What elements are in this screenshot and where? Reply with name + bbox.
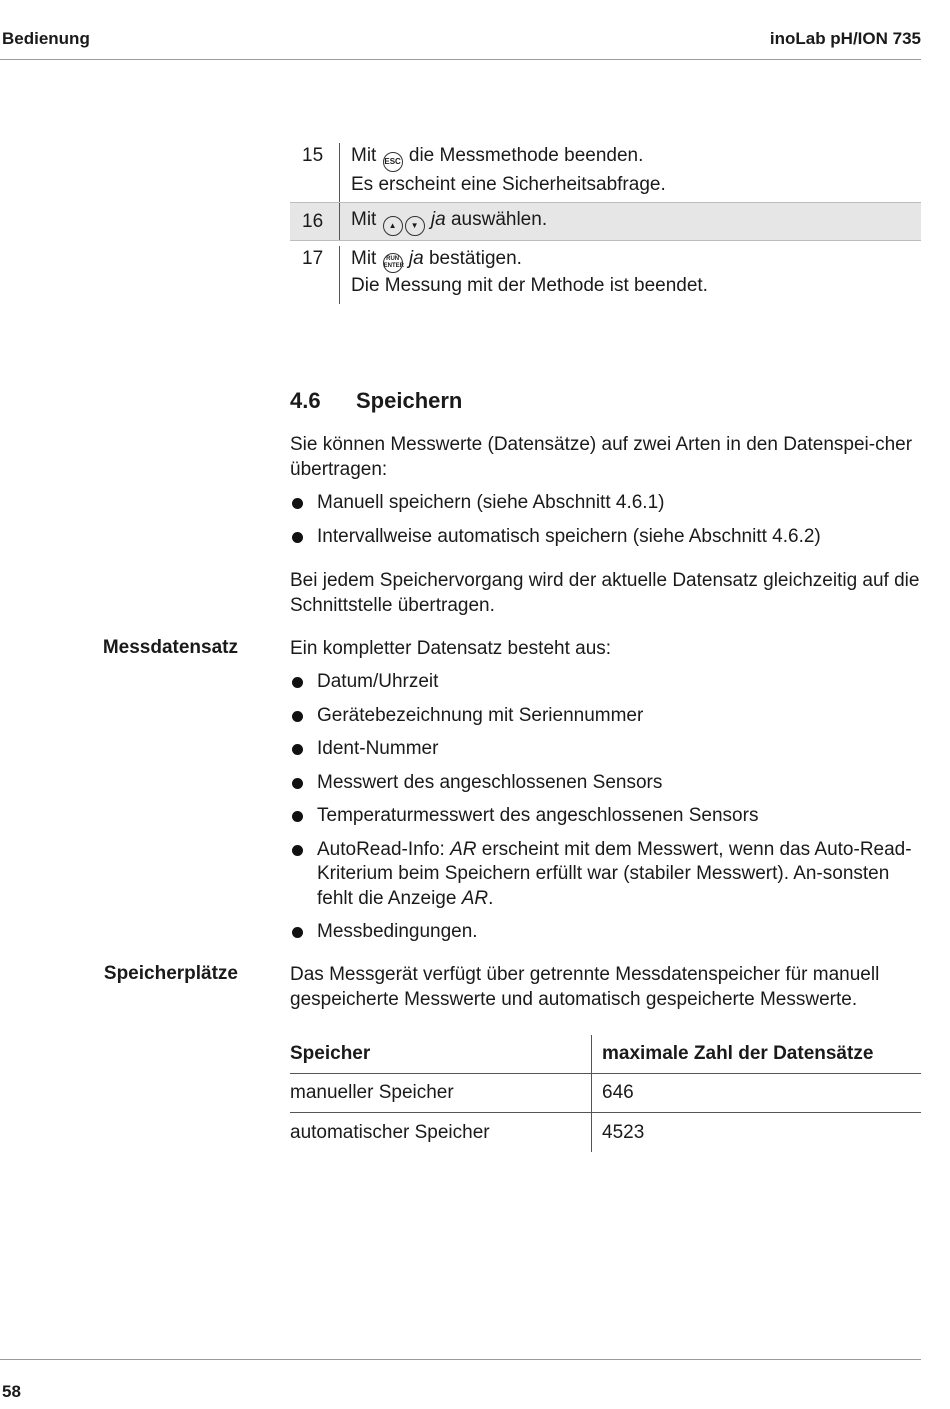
step-text: Mit ▲ ▼ ja auswählen. [340, 207, 547, 236]
table-cell: manueller Speicher [290, 1074, 592, 1112]
storage-table [290, 1035, 921, 1152]
step-number: 16 [290, 203, 340, 240]
storage-methods-list [290, 491, 922, 549]
list-item: Messbedingungen. [290, 920, 922, 945]
step-text: Mit RUN ENTER ja bestätigen. Die Messung mit der Methode ist beendet. [351, 248, 708, 296]
list-item: Temperaturmesswert des angeschlossenen Sensors [290, 804, 922, 829]
list-item: Intervallweise automatisch speichern (siehe Abschnitt 4.6.2) [290, 525, 922, 550]
table-cell: 4523 [602, 1121, 645, 1143]
step-row-15 [290, 138, 921, 202]
list-item: Gerätebezeichnung mit Seriennummer [290, 704, 922, 729]
side-label-speicherplaetze: Speicherplätze [103, 963, 238, 984]
esc-key-icon: ESC [383, 152, 403, 172]
section-title: Speichern [356, 388, 463, 413]
run-enter-key-icon: RUN ENTER [383, 253, 403, 273]
section-heading [290, 388, 462, 414]
table-row [290, 1113, 921, 1152]
footer-rule [0, 1359, 921, 1360]
intro-paragraph: Sie können Messwerte (Datensätze) auf zwei Arten in den Datenspei-cher übertragen: [290, 434, 913, 480]
side-label-messdatensatz: Messdatensatz [102, 637, 238, 658]
table-cell: 646 [602, 1082, 634, 1103]
table-header-row [290, 1035, 921, 1074]
table-cell: automatischer Speicher [290, 1113, 592, 1152]
step-row-17 [290, 241, 921, 304]
step-number: 15 [290, 143, 340, 202]
step-table [290, 138, 921, 304]
messdatensatz-intro: Ein kompletter Datensatz besteht aus: [290, 638, 612, 659]
running-header-product: inoLab pH/ION 735 [769, 29, 921, 48]
list-item: Ident-Nummer [290, 737, 922, 762]
table-row [290, 1074, 921, 1113]
section-number: 4.6 [290, 388, 321, 413]
speicherplaetze-paragraph: Das Messgerät verfügt über getrennte Messdatenspeicher für manuell gespeicherte Messwerte und automatisch gespeicherte Messwerte. [290, 964, 880, 1010]
header-rule [0, 59, 921, 60]
page-number: 58 [2, 1382, 21, 1401]
running-header-section: Bedienung [2, 29, 90, 48]
list-item-autoread: AutoRead-Info: AR erscheint mit dem Messwert, wenn das Auto-Read-Kriterium beim Speichern erfüllt war (stabiler Messwert). An-sonsten fehlt die Anzeige AR. [290, 838, 922, 912]
table-header-cell: maximale Zahl der Datensätze [602, 1043, 874, 1064]
step-number: 17 [290, 246, 340, 304]
table-header-cell: Speicher [290, 1035, 592, 1073]
list-item: Messwert des angeschlossenen Sensors [290, 771, 922, 796]
step-text: Mit ESC die Messmethode beenden. Es erscheint eine Sicherheitsabfrage. [351, 145, 666, 195]
arrow-down-key-icon: ▼ [405, 216, 425, 236]
list-item: Manuell speichern (siehe Abschnitt 4.6.1) [290, 491, 922, 516]
transfer-paragraph: Bei jedem Speichervorgang wird der aktuelle Datensatz gleichzeitig auf die Schnittstelle übertragen. [290, 570, 920, 616]
list-item: Datum/Uhrzeit [290, 670, 922, 695]
arrow-up-key-icon: ▲ [383, 216, 403, 236]
step-row-16 [290, 202, 921, 241]
dataset-contents-list [290, 670, 922, 945]
